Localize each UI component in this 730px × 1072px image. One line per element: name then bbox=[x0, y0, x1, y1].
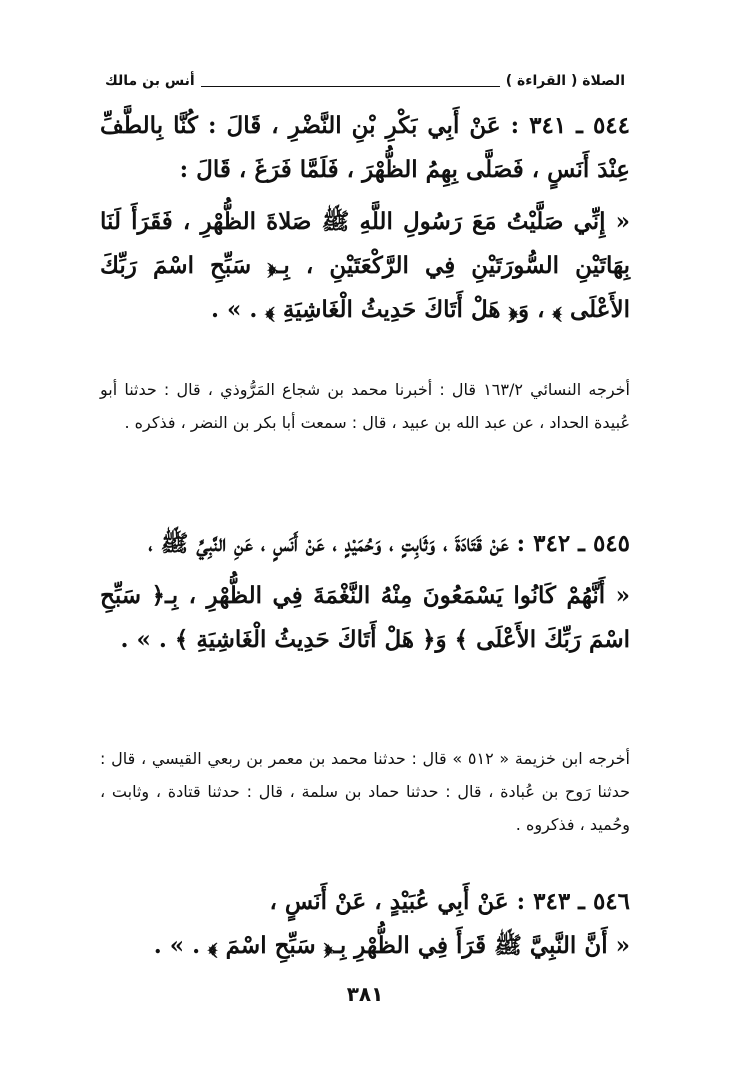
hadith-545 bbox=[100, 522, 630, 662]
takhrij-545 bbox=[100, 742, 630, 841]
takhrij-544 bbox=[100, 373, 630, 439]
hadith-544-text: « إِنِّي صَلَّيْتُ مَعَ رَسُولِ اللَّهِ ﷺ صَلاةَ الظُّهْرِ ، فَقَرَأَ لَنَا بِهَاتَيْنِ السُّورَتَيْنِ فِي الرَّكْعَتَيْنِ ، بِـ﴿ سَبِّحِ اسْمَ رَبِّكَ الأَعْلَى ﴾ ، وَ﴿ هَلْ أَتَاكَ حَدِيثُ الْغَاشِيَةِ ﴾ . » . bbox=[100, 208, 630, 323]
hadith-545-text: « أَنَّهُمْ كَانُوا يَسْمَعُونَ مِنْهُ النَّغْمَةَ فِي الظُّهْرِ ، بِـ﴿ سَبِّحِ اسْمَ رَبِّكَ الأَعْلَى ﴾ وَ﴿ هَلْ أَتَاكَ حَدِيثُ الْغَاشِيَةِ ﴾ . » . bbox=[100, 582, 630, 653]
hadith-544-intro: ٥٤٤ ـ ٣٤١ : عَنْ أَبِي بَكْرِ بْنِ النَّضْرِ ، قَالَ : كُنَّا بِالطَّفِّ عِنْدَ أَنَسٍ ، فَصَلَّى بِهِمُ الظُّهْرَ ، فَلَمَّا فَرَغَ ، قَالَ : bbox=[100, 112, 630, 183]
header-chapter-title: الصلاة ( القراءة ) bbox=[505, 73, 625, 89]
page-number: ٣٨١ bbox=[346, 982, 384, 1006]
running-header bbox=[105, 68, 625, 94]
takhrij-545-text: أخرجه ابن خزيمة « ٥١٢ » قال : حدثنا محمد بن معمر بن ربعي القيسي ، قال : حدثنا رَوح بن عُبادة ، قال : حدثنا حماد بن سلمة ، قال : حدثنا قتادة ، وثابت ، وحُميد ، فذكروه . bbox=[100, 749, 631, 834]
hadith-546-text: « أَنَّ النَّبِيَّ ﷺ قَرَأَ فِي الظُّهْرِ بِـ﴿ سَبِّحِ اسْمَ ﴾ . » . bbox=[153, 932, 630, 959]
hadith-546 bbox=[100, 880, 630, 968]
hadith-546-intro: ٥٤٦ ـ ٣٤٣ : عَنْ أَبِي عُبَيْدٍ ، عَنْ أَنَسٍ ، bbox=[269, 888, 630, 915]
hadith-545-intro: ٥٤٥ ـ ٣٤٢ : عَنْ قَتَادَةَ ، وَثَابِتٍ ، وَحُمَيْدٍ ، عَنْ أَنَسٍ ، عَنِ النَّبِيِّ ﷺ ، bbox=[148, 530, 630, 557]
takhrij-544-text: أخرجه النسائي ١٦٣/٢ قال : أخبرنا محمد بن شجاع المَرُّوذي ، قال : حدثنا أبو عُبيدة الحداد ، عن عبد الله بن عبيد ، قال : سمعت أبا بكر بن النضر ، فذكره . bbox=[100, 380, 631, 432]
header-rule bbox=[201, 76, 500, 87]
header-narrator-name: أنس بن مالك bbox=[105, 73, 195, 89]
hadith-544 bbox=[100, 104, 630, 332]
